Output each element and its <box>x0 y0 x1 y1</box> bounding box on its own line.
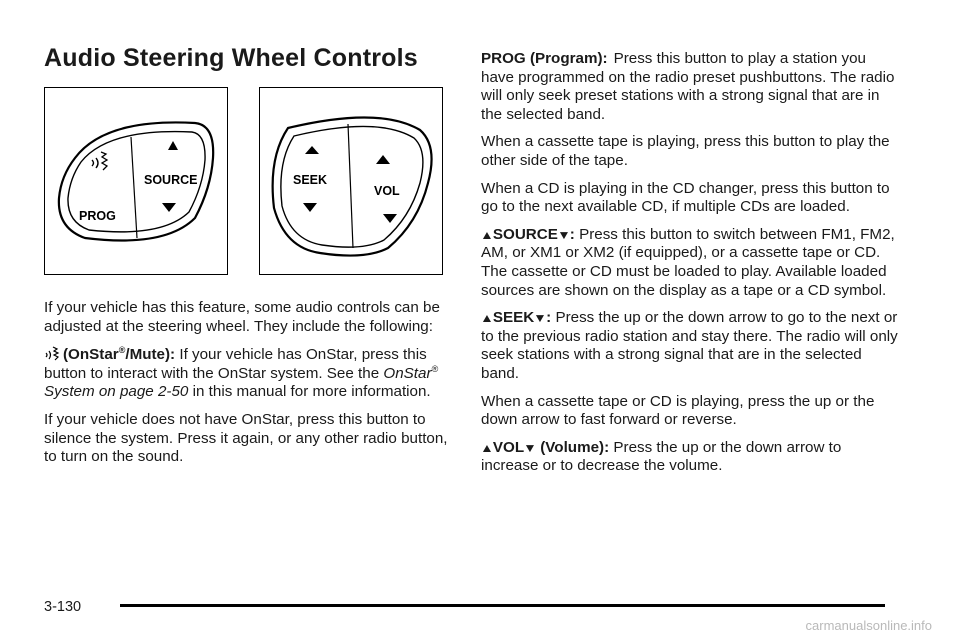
watermark: carmanualsonline.info <box>805 618 932 633</box>
right-control-figure <box>259 87 443 275</box>
seek-label: ▲SEEK▼: <box>480 309 552 327</box>
seek-text: Press the up or the down arrow to go to the next or to the previous radio station and stay there. The radio will only seek stations with a strong signal that are in the selected band. <box>481 309 898 382</box>
down-triangle-icon: ▼ <box>556 227 571 242</box>
onstar-text-end: in this manual for more information. <box>192 383 431 401</box>
seek-panel-label: SEEK <box>293 173 328 187</box>
onstar-system-reference[interactable]: OnStar® System on page 2-50 <box>44 363 439 401</box>
vol-text: Press the up or the down arrow to increase or to decrease the volume. <box>481 438 842 475</box>
up-triangle-icon <box>305 146 319 154</box>
prog-tape-paragraph: When a cassette tape is playing, press this button to play the other side of the tape. <box>481 133 890 169</box>
onstar-voice-icon <box>92 152 107 170</box>
prog-cd-paragraph: When a CD is playing in the CD changer, press this button to go to the next available CD, if multiple CDs are loaded. <box>481 179 890 216</box>
down-triangle-icon <box>303 203 317 212</box>
vol-label: ▲VOL▼ (Volume): <box>480 438 610 456</box>
vol-paragraph <box>481 439 899 476</box>
up-triangle-icon: ▲ <box>480 227 494 242</box>
onstar-text: If your vehicle has OnStar, press this button to interact with the OnStar system. See the <box>44 346 427 382</box>
prog-text: Press this button to play a station you have programmed on the radio preset pushbuttons. The radio will only seek preset stations with a strong signal that are in the selected band. <box>481 50 895 123</box>
prog-panel-label: PROG <box>79 209 116 223</box>
seek-paragraph <box>481 309 899 383</box>
page-title: Audio Steering Wheel Controls <box>44 44 418 72</box>
up-triangle-icon: ▲ <box>480 440 494 455</box>
onstar-label: (OnStar®/Mute): <box>63 345 176 364</box>
down-triangle-icon: ▼ <box>533 311 548 326</box>
source-text: Press this button to switch between FM1, FM2, AM, or XM1 or XM2 (if equipped), or a cassette tape or CD. The cassette or CD must be loaded to play. Available loaded sources are shown on the display as a tape or a CD symbol. <box>481 225 895 299</box>
intro-paragraph: If your vehicle has this feature, some audio controls can be adjusted at the steering wheel. They include the following: <box>44 299 440 335</box>
footer-divider <box>120 604 885 607</box>
left-control-figure <box>44 87 228 275</box>
left-text-column <box>44 299 456 476</box>
vol-panel-label: VOL <box>374 184 400 198</box>
down-triangle-icon <box>162 203 176 212</box>
page-number: 3-130 <box>44 599 82 615</box>
prog-label: PROG (Program): <box>481 50 608 67</box>
up-triangle-icon <box>376 155 390 164</box>
prog-paragraph <box>481 50 899 124</box>
source-paragraph <box>481 226 899 300</box>
source-panel-label: SOURCE <box>144 173 198 187</box>
down-triangle-icon: ▼ <box>523 440 537 455</box>
right-text-column <box>481 50 899 485</box>
up-triangle-icon: ▲ <box>480 311 494 326</box>
up-triangle-icon <box>168 141 178 150</box>
down-triangle-icon <box>383 214 397 223</box>
onstar-voice-icon <box>44 345 60 361</box>
onstar-note-paragraph: If your vehicle does not have OnStar, press this button to silence the system. Press it again, or any other radio button, to turn on the sound. <box>44 410 448 466</box>
onstar-paragraph <box>44 345 456 402</box>
seek-note-paragraph: When a cassette tape or CD is playing, press the up or the down arrow to fast forward or reverse. <box>481 392 875 429</box>
source-label: ▲SOURCE▼: <box>480 225 575 243</box>
